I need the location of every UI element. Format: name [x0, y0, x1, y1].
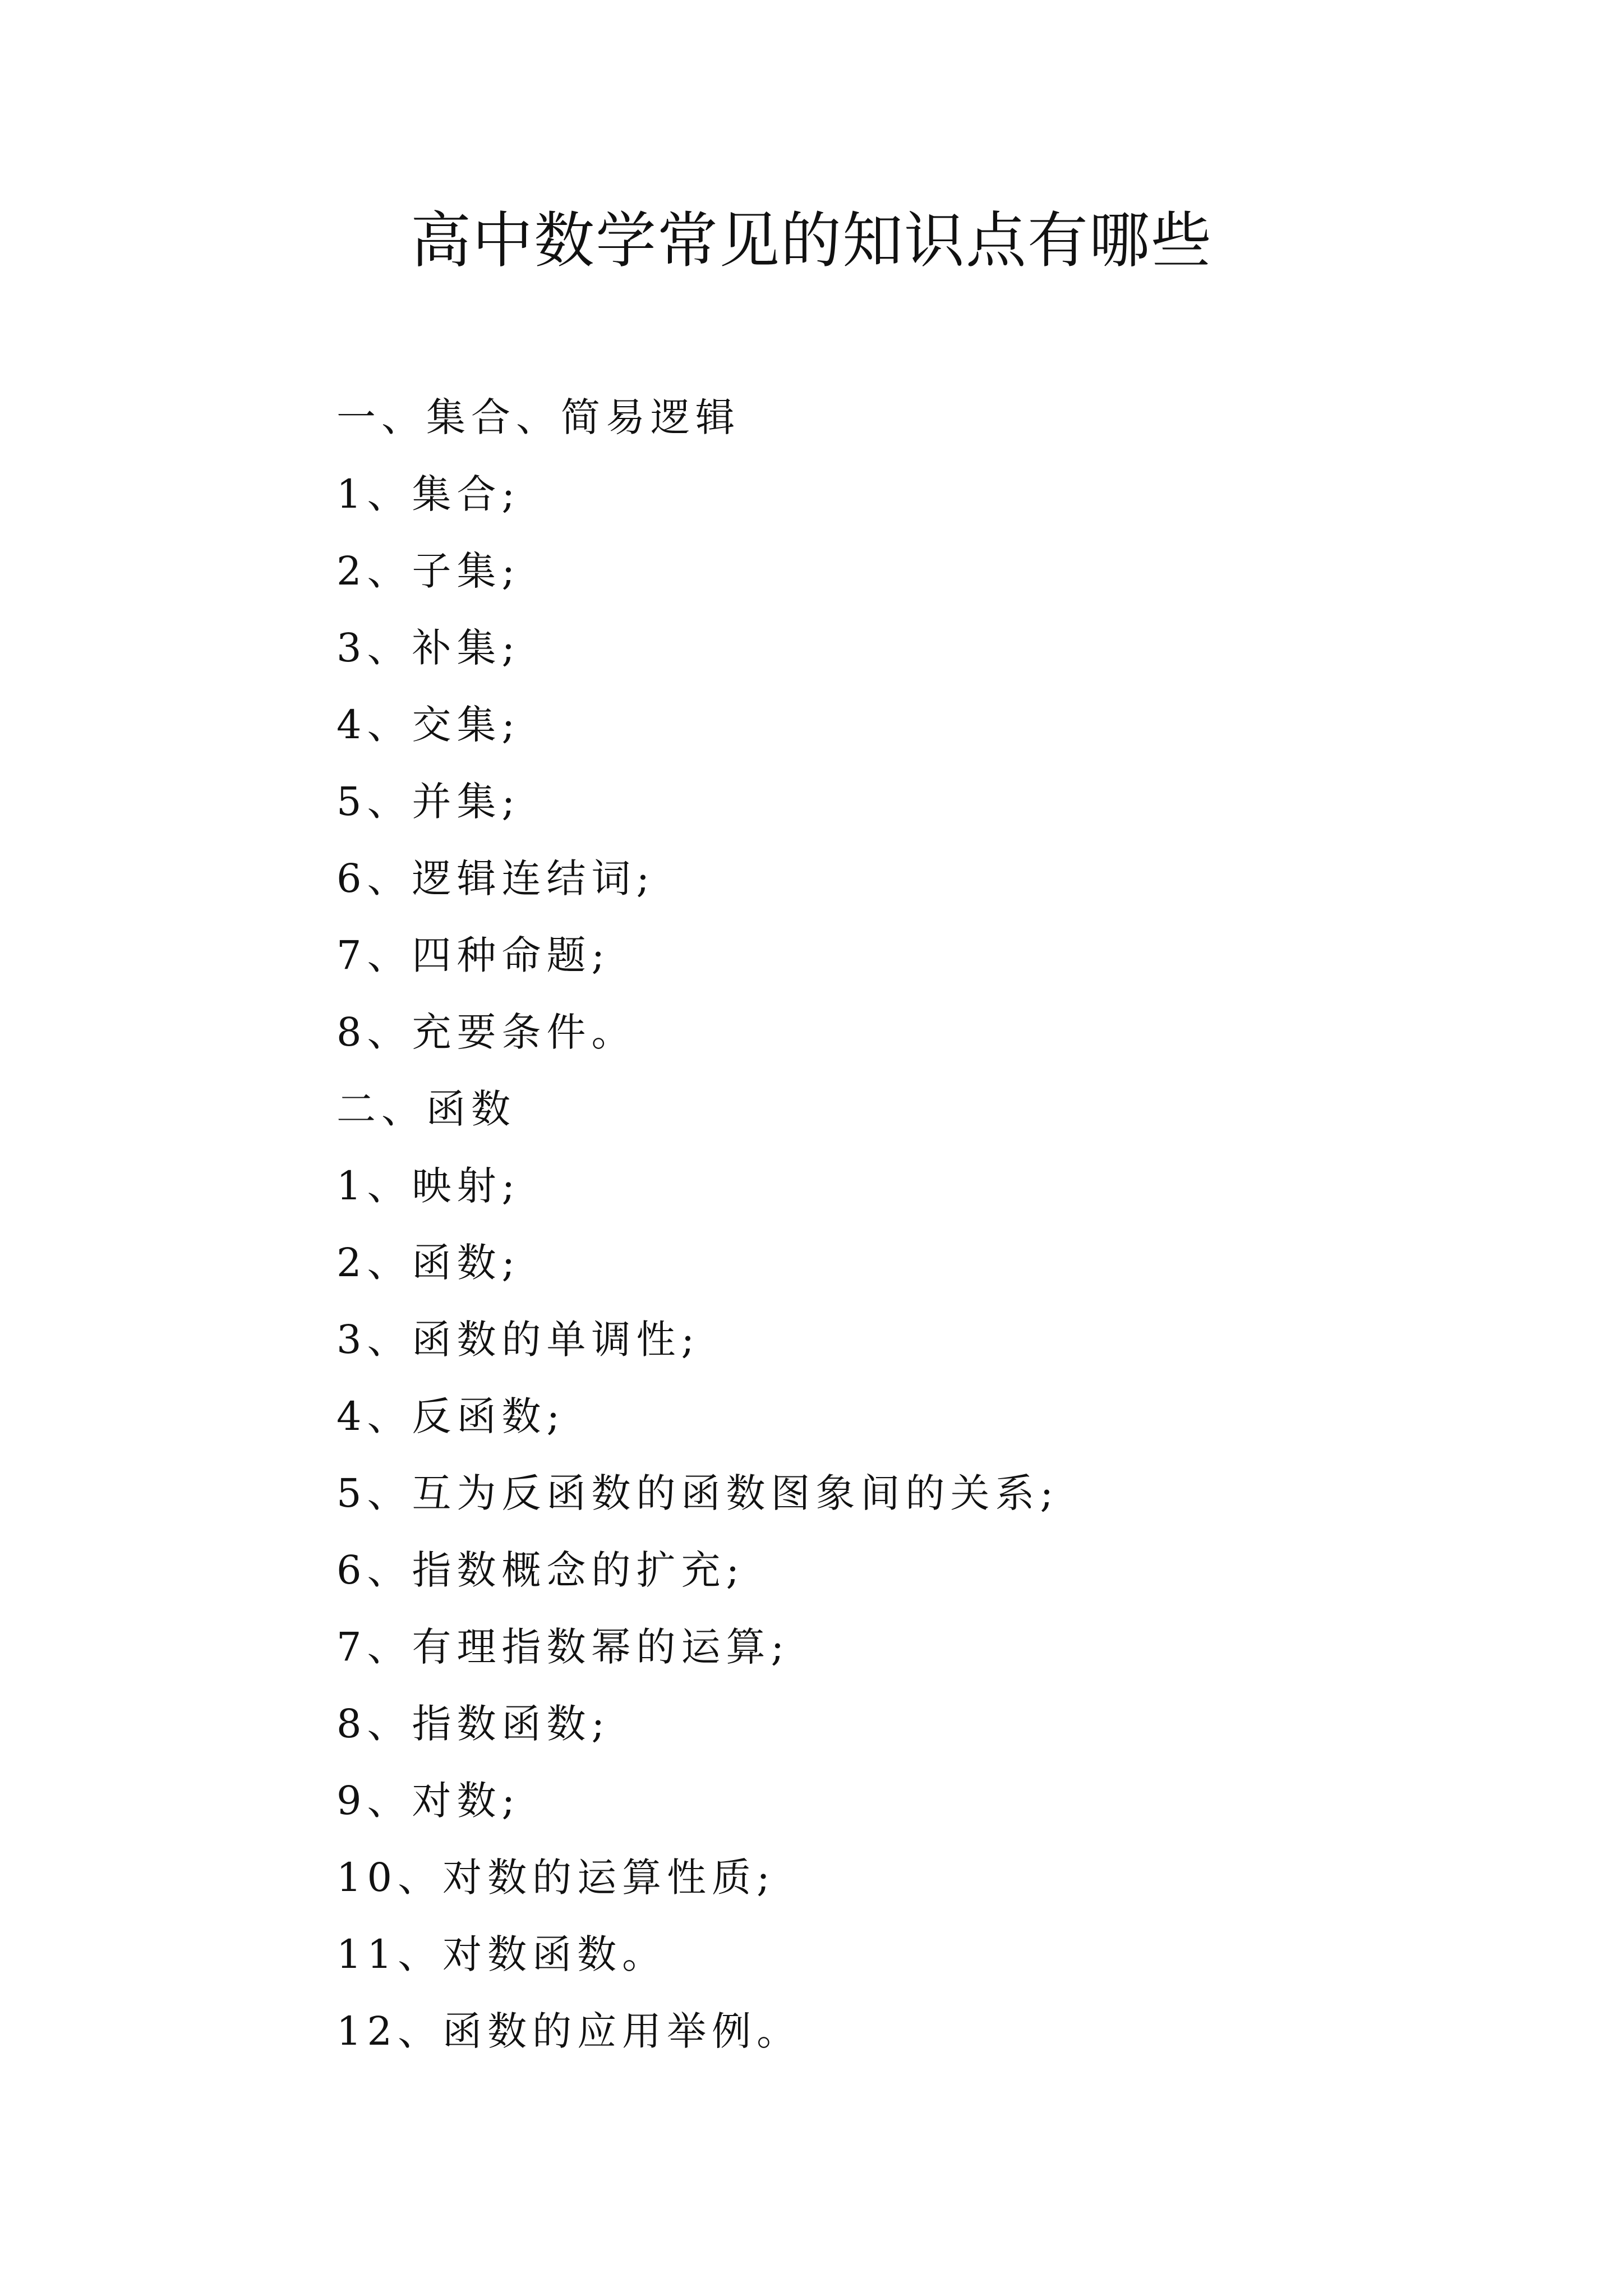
list-item: 10、对数的运算性质;	[336, 1855, 776, 1901]
list-item: 2、子集;	[336, 548, 521, 594]
list-item: 12、函数的应用举例。	[336, 2008, 802, 2054]
list-item: 1、映射;	[336, 1163, 521, 1209]
list-item: 11、对数函数。	[336, 1931, 667, 1977]
list-item: 4、反函数;	[336, 1393, 566, 1439]
document-body	[336, 379, 1514, 2070]
list-item: 4、交集;	[336, 702, 521, 748]
section-heading-sets-logic: 一、集合、简易逻辑	[336, 394, 740, 440]
list-item: 8、指数函数;	[336, 1701, 611, 1747]
list-item: 1、集合;	[336, 471, 521, 517]
list-item: 2、函数;	[336, 1240, 521, 1286]
document-title: 高中数学常见的知识点有哪些	[410, 206, 1212, 276]
list-item: 3、补集;	[336, 625, 521, 671]
list-item: 7、四种命题;	[336, 932, 611, 978]
list-item: 6、逻辑连结词;	[336, 855, 656, 901]
list-item: 9、对数;	[336, 1778, 521, 1824]
list-item: 3、函数的单调性;	[336, 1317, 700, 1363]
list-item: 5、互为反函数的函数图象间的关系;	[336, 1470, 1059, 1516]
list-item: 7、有理指数幂的运算;	[336, 1624, 790, 1670]
list-item: 5、并集;	[336, 779, 521, 825]
list-item: 6、指数概念的扩充;	[336, 1547, 745, 1593]
section-heading-functions: 二、函数	[336, 1086, 516, 1132]
list-item: 8、充要条件。	[336, 1009, 637, 1055]
